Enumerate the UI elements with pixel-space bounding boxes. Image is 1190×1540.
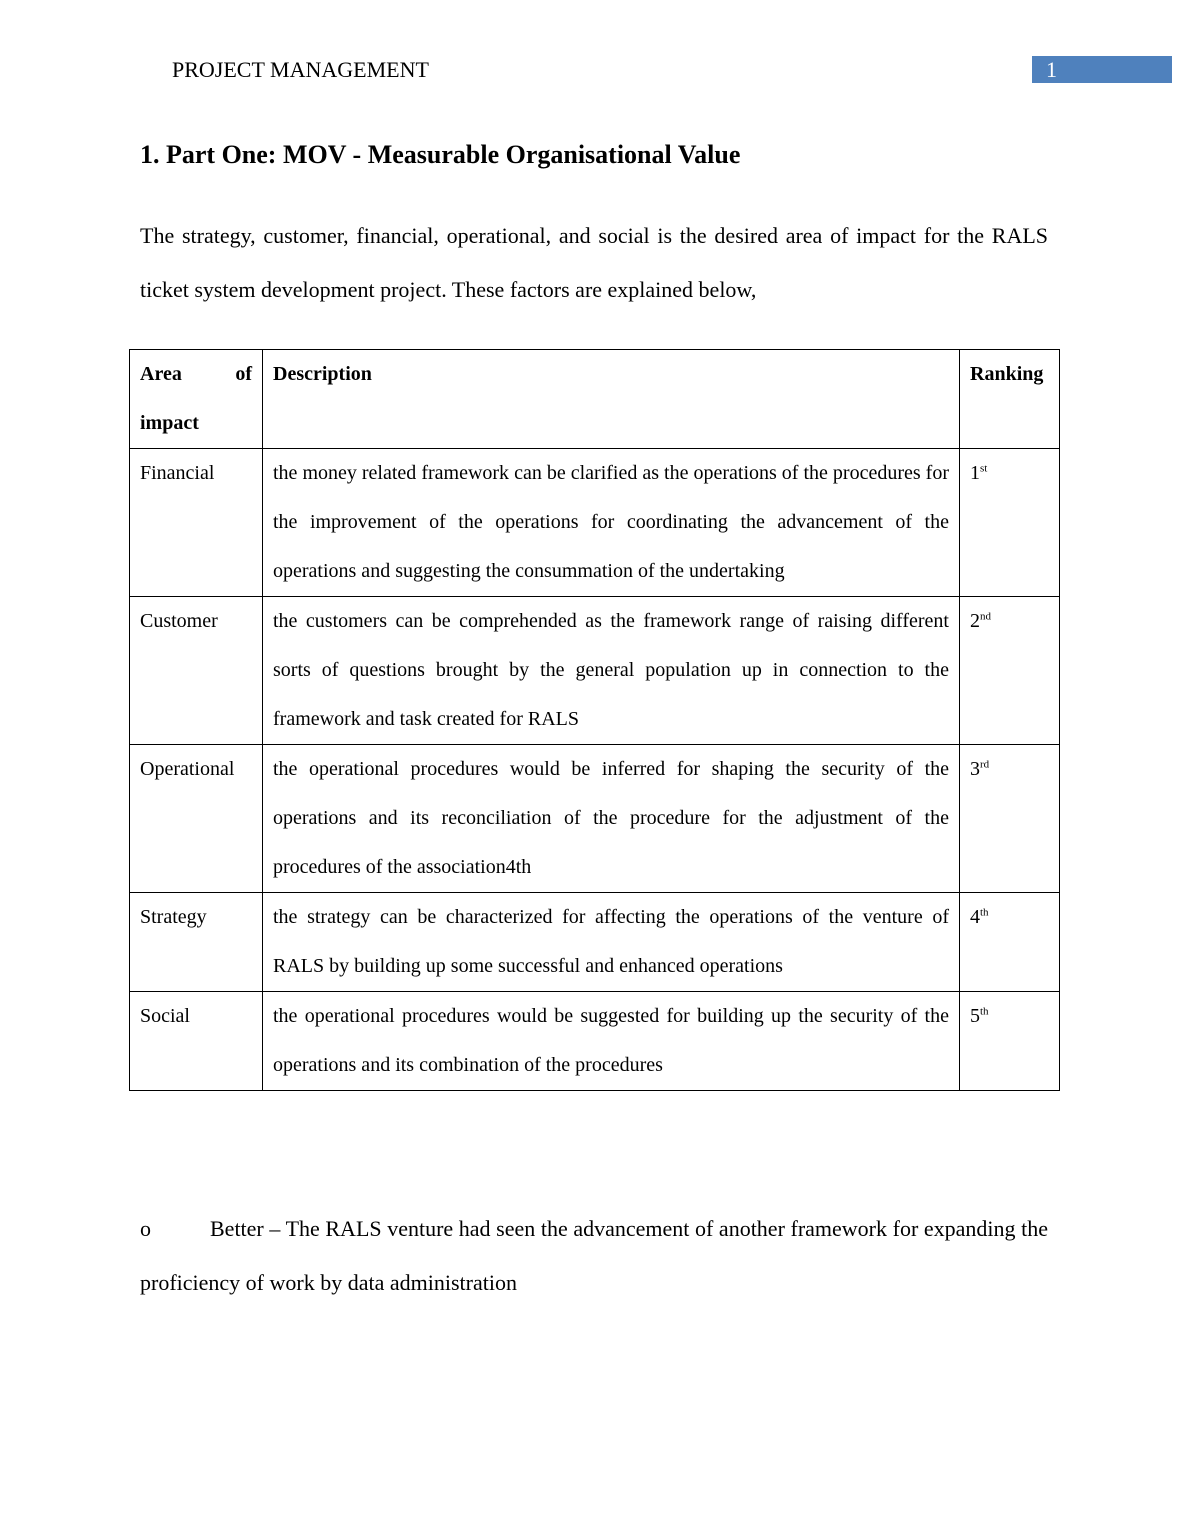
ranking-cell (960, 449, 1060, 597)
rank-number: 1 (970, 462, 980, 484)
rank-suffix: rd (980, 758, 990, 771)
section-heading: 1. Part One: MOV - Measurable Organisational Value (140, 140, 741, 169)
bullet-item (140, 1202, 1048, 1310)
rank-number: 4 (970, 906, 980, 928)
rank-suffix: th (980, 906, 989, 919)
rank-suffix: st (980, 462, 988, 475)
header-ranking: Ranking (960, 350, 1060, 449)
ranking-cell (960, 745, 1060, 893)
area-cell: Customer (130, 597, 263, 745)
rank-number: 5 (970, 1005, 980, 1027)
intro-paragraph: The strategy, customer, financial, operational, and social is the desired area of impact for the RALS ticket system development project. These factors are explained below, (140, 223, 1048, 302)
impact-table (129, 349, 1060, 1091)
table-row (130, 745, 1060, 893)
ranking-cell (960, 893, 1060, 992)
description-cell: the strategy can be characterized for affecting the operations of the venture of RALS by building up some successful and enhanced operations (263, 893, 960, 992)
header-area: Area of impact (130, 350, 263, 449)
area-cell: Strategy (130, 893, 263, 992)
ranking-cell (960, 597, 1060, 745)
description-cell: the operational procedures would be inferred for shaping the security of the operations and its reconciliation of the procedure for the adjustment of the procedures of the association4th (263, 745, 960, 893)
rank-suffix: nd (980, 610, 991, 623)
area-cell: Financial (130, 449, 263, 597)
area-cell: Social (130, 992, 263, 1091)
table-row (130, 449, 1060, 597)
description-cell: the customers can be comprehended as the framework range of raising different sorts of questions brought by the general population up in connection to the framework and task created for RALS (263, 597, 960, 745)
rank-number: 3 (970, 758, 980, 780)
table-header-row (130, 350, 1060, 449)
description-cell: the operational procedures would be suggested for building up the security of the operations and its combination of the procedures (263, 992, 960, 1091)
area-cell: Operational (130, 745, 263, 893)
bullet-text: Better – The RALS venture had seen the advancement of another framework for expanding the proficiency of work by data administration (140, 1216, 1048, 1295)
header-description: Description (263, 350, 960, 449)
table-row (130, 893, 1060, 992)
table-row (130, 992, 1060, 1091)
page-number: 1 (1032, 56, 1172, 83)
description-cell: the money related framework can be clarified as the operations of the procedures for the improvement of the operations for coordinating the advancement of the operations and suggesting the consummation of the undertaking (263, 449, 960, 597)
table-row (130, 597, 1060, 745)
bullet-marker: o (140, 1216, 151, 1241)
rank-number: 2 (970, 610, 980, 632)
rank-suffix: th (980, 1005, 989, 1018)
running-header: PROJECT MANAGEMENT (172, 57, 429, 82)
ranking-cell (960, 992, 1060, 1091)
